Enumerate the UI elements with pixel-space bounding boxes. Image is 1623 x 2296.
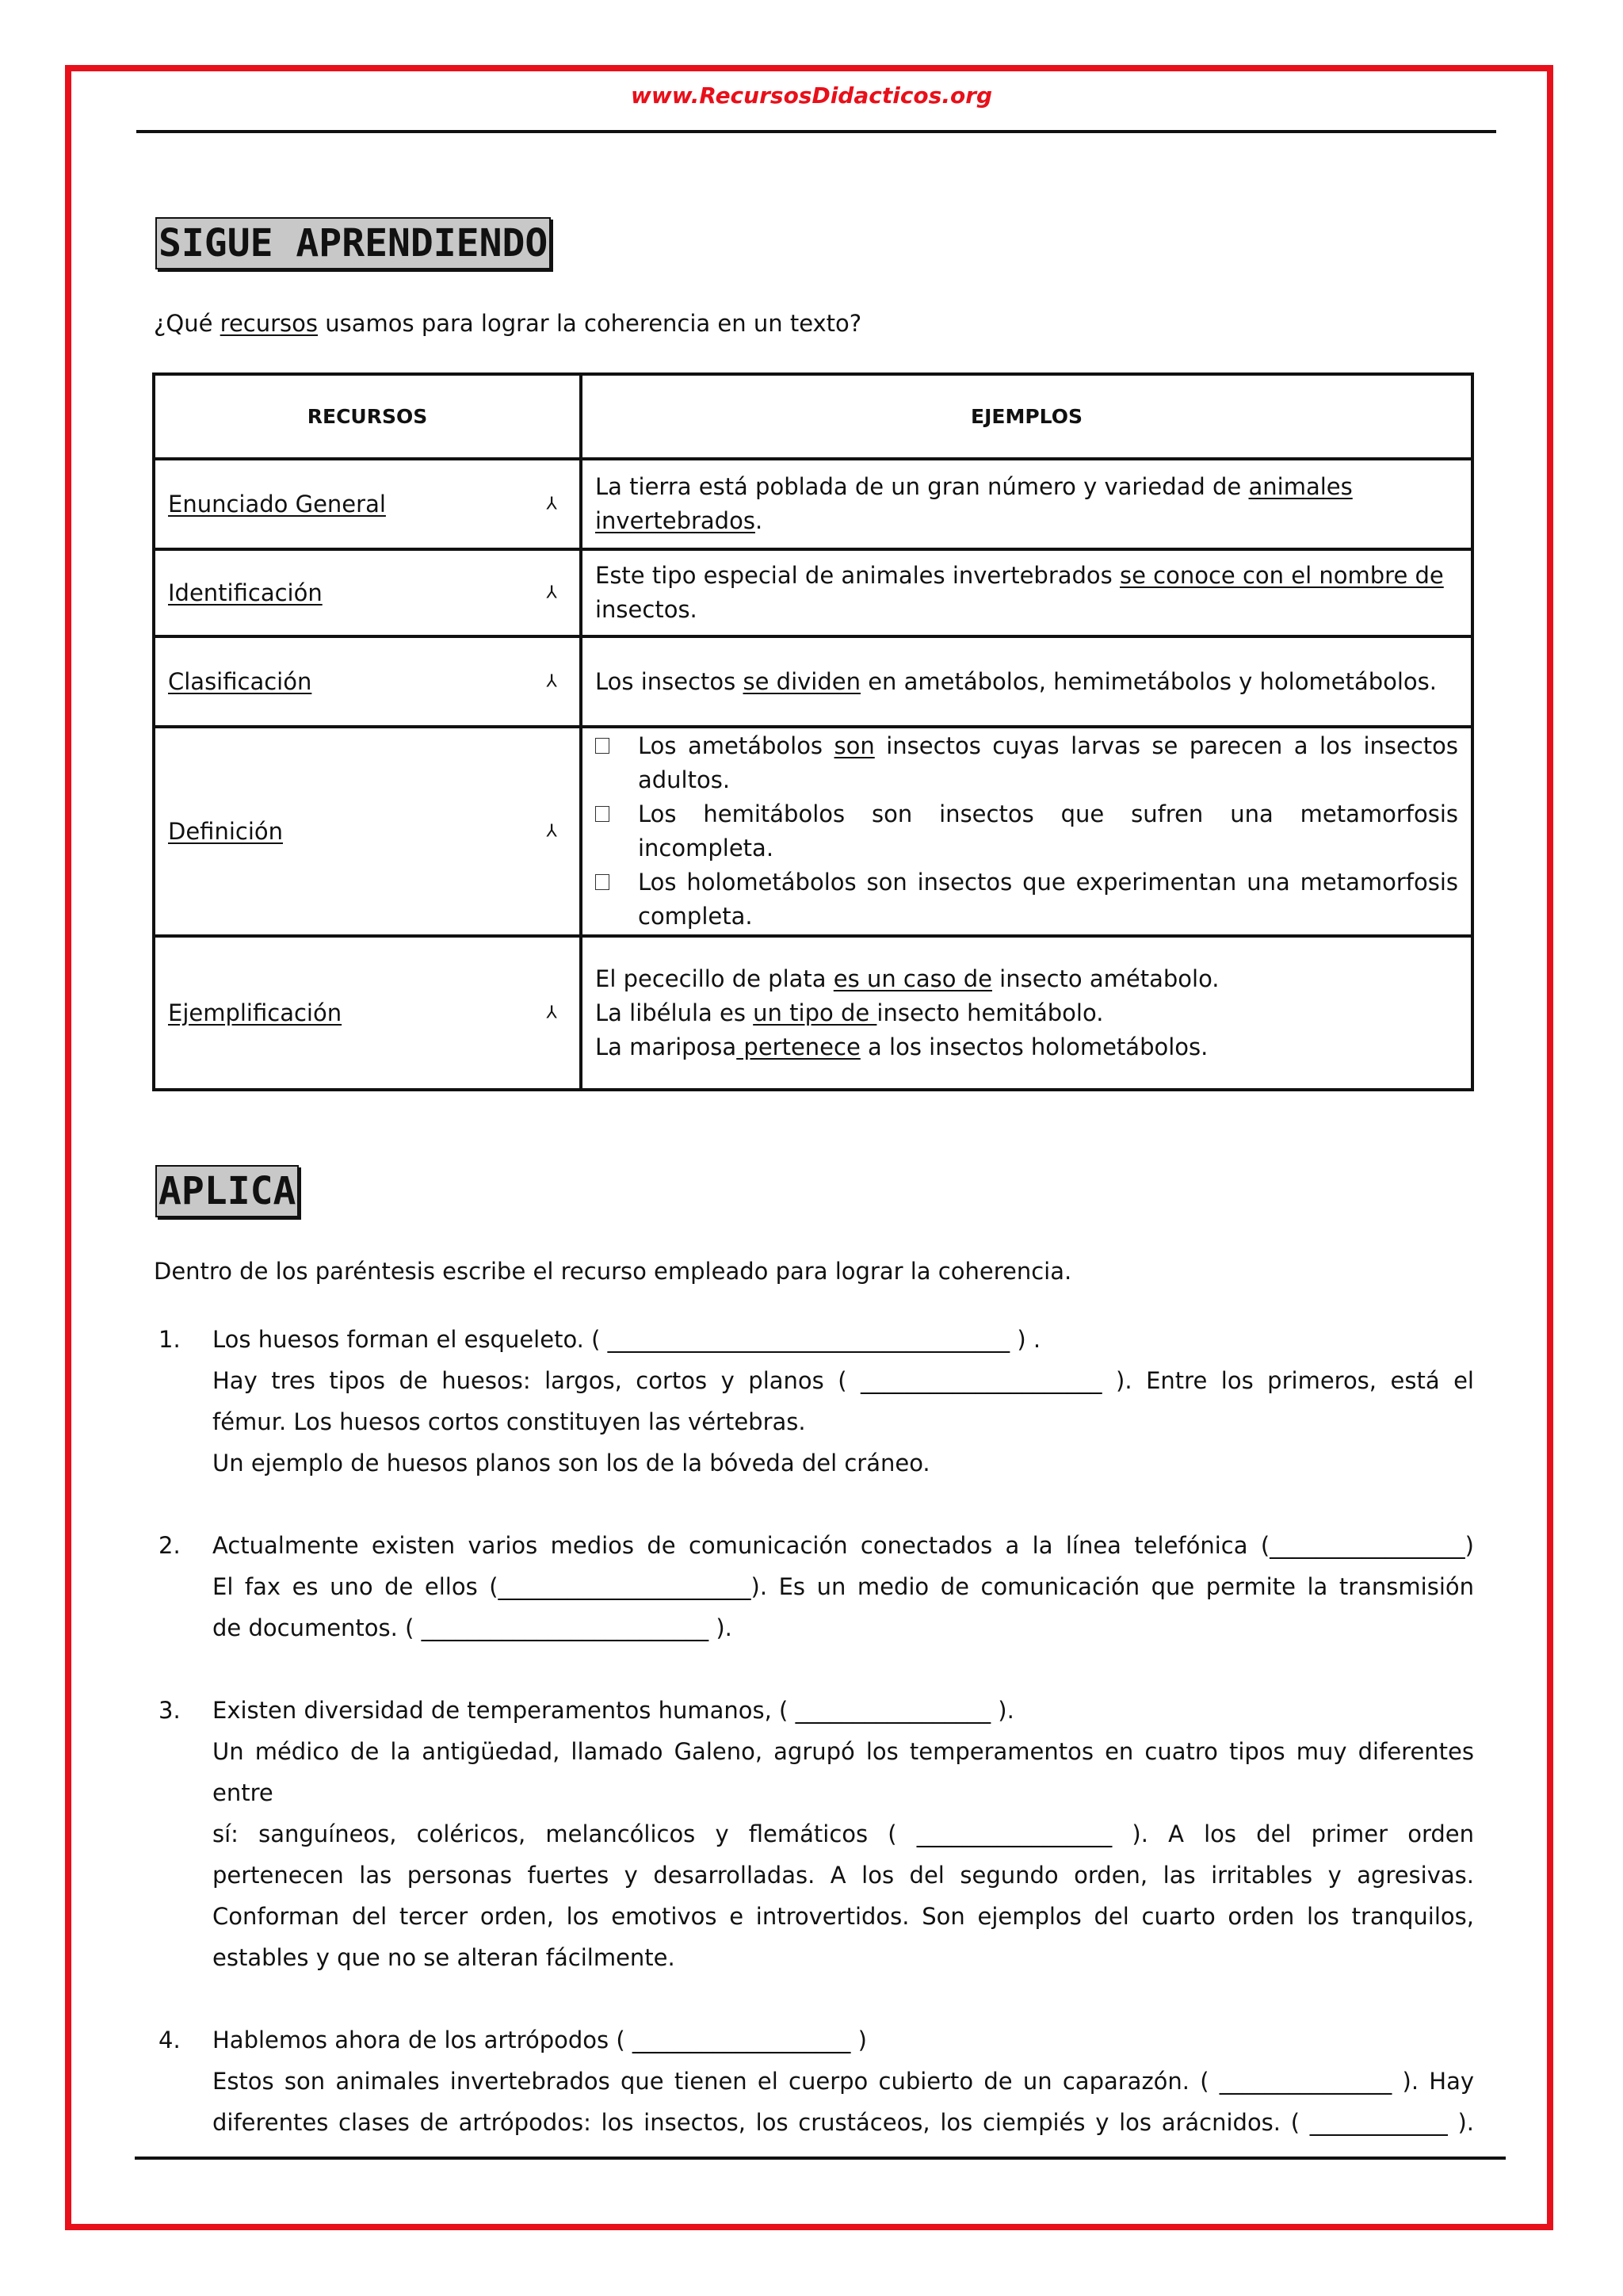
resource-name: Enunciado General [168, 490, 386, 518]
intro-question: ¿Qué recursos usamos para lograr la coherencia en un texto? [154, 310, 862, 337]
definition-item: Los holometábolos son insectos que experimentan una metamorfosis completa. [595, 865, 1458, 934]
exercise-line: pertenecen las personas fuertes y desarrolladas. A los del segundo orden, las irritables y agresivas. [212, 1862, 1474, 1889]
resource-name: Ejemplificación [168, 999, 342, 1026]
exercise-line: Conforman del tercer orden, los emotivos e introvertidos. Son ejemplos del cuarto orden los tranquilos, [212, 1903, 1474, 1930]
example-line: El pececillo de plata es un caso de insecto amétabolo. [595, 965, 1220, 992]
table-row [154, 727, 1472, 936]
example-cell: La tierra está poblada de un gran número y variedad de animales invertebrados. [581, 459, 1472, 549]
col-header-ejemplos: EJEMPLOS [581, 374, 1472, 459]
exercise-line: estables y que no se alteran fácilmente. [212, 1944, 675, 1971]
exercise-number: 1. [158, 1326, 181, 1353]
exercise-line: Un médico de la antigüedad, llamado Galeno, agrupó los temperamentos en cuatro tipos muy diferentes entre [212, 1738, 1474, 1806]
arrow-marker-icon: ⅄ [546, 1003, 557, 1023]
exercise-line[interactable]: Hablemos ahora de los artrópodos ( ___________________ ) [212, 2027, 867, 2053]
definition-item: Los ametábolos son insectos cuyas larvas se parecen a los insectos adultos. [595, 729, 1458, 797]
exercise-line[interactable]: Hay tres tipos de huesos: largos, cortos y planos ( _____________________ ). Entre los primeros, está el [212, 1367, 1474, 1394]
example-line: La libélula es un tipo de insecto hemitábolo. [595, 999, 1104, 1026]
resource-cell [154, 549, 581, 636]
exercise-line[interactable]: Actualmente existen varios medios de comunicación conectados a la línea telefónica (_________________) [212, 1532, 1474, 1559]
example-cell: Los insectos se dividen en ametábolos, hemimetábolos y holometábolos. [581, 636, 1472, 727]
arrow-marker-icon: ⅄ [546, 494, 557, 514]
exercise-line[interactable]: Los huesos forman el esqueleto. ( ___________________________________ ) . [212, 1326, 1041, 1353]
exercise-line: fémur. Los huesos cortos constituyen las vértebras. [212, 1408, 806, 1435]
exercise-line[interactable]: El fax es uno de ellos (______________________). Es un medio de comunicación que permite la transmisión [212, 1573, 1474, 1600]
example-line: La mariposa pertenece a los insectos holometábolos. [595, 1033, 1209, 1060]
exercise-number: 4. [158, 2027, 181, 2053]
example-cell [581, 727, 1472, 936]
checkbox-bullet-icon [595, 874, 609, 890]
table-row [154, 459, 1472, 549]
example-cell: Este tipo especial de animales invertebrados se conoce con el nombre de insectos. [581, 549, 1472, 636]
header-rule [136, 130, 1496, 133]
exercise-item [158, 2019, 1474, 2143]
section-title-aplica: APLICA [155, 1165, 299, 1217]
table-row [154, 549, 1472, 636]
checkbox-bullet-icon [595, 806, 609, 822]
checkbox-bullet-icon [595, 738, 609, 754]
exercise-line[interactable]: de documentos. ( _________________________ ). [212, 1614, 732, 1641]
definition-item: Los hemitábolos son insectos que sufren una metamorfosis incompleta. [595, 797, 1458, 865]
exercise-item [158, 1525, 1474, 1648]
footer-rule [135, 2157, 1506, 2160]
col-header-recursos: RECURSOS [154, 374, 581, 459]
exercise-line[interactable]: Existen diversidad de temperamentos humanos, ( _________________ ). [212, 1697, 1014, 1724]
table-row [154, 636, 1472, 727]
exercise-line: Un ejemplo de huesos planos son los de la bóveda del cráneo. [212, 1450, 930, 1477]
arrow-marker-icon: ⅄ [546, 821, 557, 842]
resource-cell [154, 459, 581, 549]
exercise-list [158, 1319, 1474, 2184]
exercise-number: 2. [158, 1532, 181, 1559]
example-cell [581, 936, 1472, 1090]
exercise-line[interactable]: Estos son animales invertebrados que tienen el cuerpo cubierto de un caparazón. ( _______________ ). Hay [212, 2068, 1474, 2095]
resource-cell [154, 936, 581, 1090]
exercise-instruction: Dentro de los paréntesis escribe el recurso empleado para lograr la coherencia. [154, 1258, 1072, 1285]
resource-cell [154, 636, 581, 727]
exercise-line[interactable]: diferentes clases de artrópodos: los insectos, los crustáceos, los ciempiés y los arácnidos. ( ____________ ). [212, 2109, 1474, 2136]
exercise-item [158, 1690, 1474, 1978]
resource-name: Clasificación [168, 667, 312, 695]
site-url[interactable]: www.RecursosDidacticos.org [630, 82, 993, 109]
table-row [154, 936, 1472, 1090]
resource-name: Identificación [168, 579, 323, 606]
exercise-line[interactable]: sí: sanguíneos, coléricos, melancólicos y flemáticos ( _________________ ). A los del primer orden [212, 1820, 1474, 1847]
section-title-sigue-aprendiendo: SIGUE APRENDIENDO [155, 217, 551, 269]
arrow-marker-icon: ⅄ [546, 671, 557, 692]
arrow-marker-icon: ⅄ [546, 583, 557, 603]
table-header-row [154, 374, 1472, 459]
exercise-item [158, 1319, 1474, 1484]
exercise-number: 3. [158, 1697, 181, 1724]
resource-cell [154, 727, 581, 936]
resources-table [152, 372, 1474, 1091]
resource-name: Definición [168, 817, 283, 845]
